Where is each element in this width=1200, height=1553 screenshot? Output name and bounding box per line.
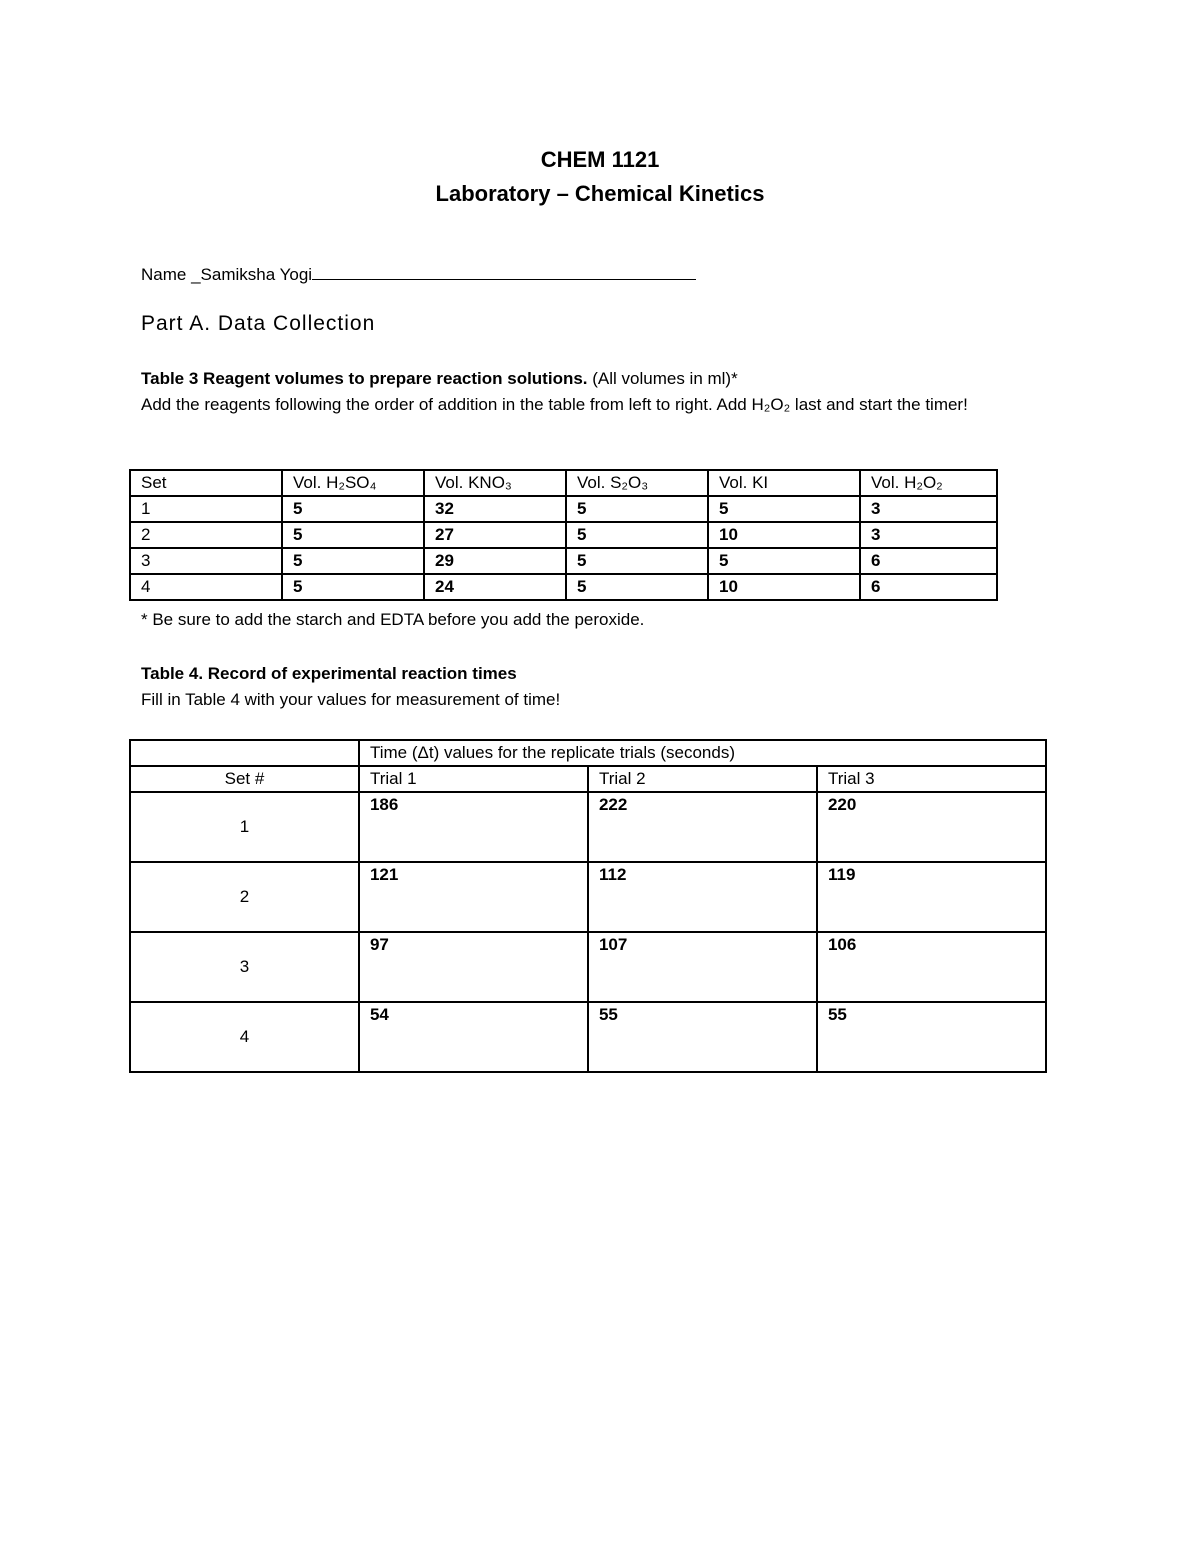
course-title: CHEM 1121 <box>540 147 660 172</box>
time-cell: 107 <box>588 932 817 1002</box>
column-header: Set <box>130 470 282 496</box>
column-header: Vol. S₂O₃ <box>566 470 708 496</box>
column-header: Vol. KNO₃ <box>424 470 566 496</box>
time-cell: 112 <box>588 862 817 932</box>
table-cell: 5 <box>566 522 708 548</box>
time-cell: 121 <box>359 862 588 932</box>
column-header: Vol. H₂SO₄ <box>282 470 424 496</box>
time-cell: 119 <box>817 862 1046 932</box>
table-row <box>130 548 997 574</box>
table-cell: 5 <box>282 522 424 548</box>
time-cell: 222 <box>588 792 817 862</box>
table-cell: 5 <box>566 496 708 522</box>
part-heading: Part A. Data Collection <box>141 312 376 335</box>
table-cell: 2 <box>130 522 282 548</box>
name-value: Samiksha Yogi <box>200 265 313 284</box>
span-header-row <box>130 740 1046 766</box>
name-label: Name _ <box>141 265 201 284</box>
table-row <box>130 574 997 600</box>
table-cell: 1 <box>130 496 282 522</box>
set-cell: 2 <box>130 862 359 932</box>
table-row <box>130 862 1046 932</box>
table-header-row <box>130 470 997 496</box>
table-cell: 29 <box>424 548 566 574</box>
table4-instruction: Fill in Table 4 with your values for measurement of time! <box>141 690 561 709</box>
name-underline <box>312 265 696 280</box>
trial-header: Trial 2 <box>588 766 817 792</box>
set-cell: 4 <box>130 1002 359 1072</box>
table3-caption <box>141 366 1051 418</box>
time-cell: 97 <box>359 932 588 1002</box>
table-cell: 27 <box>424 522 566 548</box>
table-cell: 10 <box>708 522 860 548</box>
column-header: Vol. H₂O₂ <box>860 470 997 496</box>
time-cell: 55 <box>817 1002 1046 1072</box>
table-cell: 5 <box>282 548 424 574</box>
table-cell: 10 <box>708 574 860 600</box>
table4-caption-bold: Table 4. Record of experimental reaction times <box>141 664 517 683</box>
set-cell: 1 <box>130 792 359 862</box>
table-header-row <box>130 766 1046 792</box>
table-cell: 32 <box>424 496 566 522</box>
table-cell: 3 <box>130 548 282 574</box>
lab-title: Laboratory – Chemical Kinetics <box>435 181 765 206</box>
table3-footnote: * Be sure to add the starch and EDTA before you add the peroxide. <box>141 610 645 629</box>
table-cell: 5 <box>708 496 860 522</box>
table-row <box>130 496 997 522</box>
empty-corner-cell <box>130 740 359 766</box>
table-cell: 3 <box>860 496 997 522</box>
time-cell: 106 <box>817 932 1046 1002</box>
table3-caption-bold: Table 3 Reagent volumes to prepare reaction solutions. <box>141 369 588 388</box>
table3-caption-rest: (All volumes in ml)* <box>587 369 738 388</box>
column-header: Vol. KI <box>708 470 860 496</box>
trial-header: Trial 3 <box>817 766 1046 792</box>
table-cell: 5 <box>566 574 708 600</box>
table-cell: 3 <box>860 522 997 548</box>
table-row <box>130 522 997 548</box>
name-field <box>141 265 696 285</box>
table-row <box>130 1002 1046 1072</box>
time-cell: 186 <box>359 792 588 862</box>
table-cell: 6 <box>860 574 997 600</box>
time-cell: 55 <box>588 1002 817 1072</box>
table-row <box>130 792 1046 862</box>
trial-header: Trial 1 <box>359 766 588 792</box>
reagent-table <box>129 469 998 601</box>
table3-instruction: Add the reagents following the order of addition in the table from left to right. Add H₂O₂ last and start the timer! <box>141 395 968 414</box>
time-cell: 54 <box>359 1002 588 1072</box>
table-cell: 5 <box>282 574 424 600</box>
table-cell: 4 <box>130 574 282 600</box>
table-cell: 5 <box>708 548 860 574</box>
set-cell: 3 <box>130 932 359 1002</box>
table4-caption <box>141 661 1051 713</box>
time-cell: 220 <box>817 792 1046 862</box>
reaction-times-table <box>129 739 1047 1073</box>
table-cell: 5 <box>566 548 708 574</box>
set-header: Set # <box>130 766 359 792</box>
table-cell: 6 <box>860 548 997 574</box>
table-row <box>130 932 1046 1002</box>
span-header: Time (Δt) values for the replicate trials (seconds) <box>359 740 1046 766</box>
table-cell: 24 <box>424 574 566 600</box>
table-cell: 5 <box>282 496 424 522</box>
